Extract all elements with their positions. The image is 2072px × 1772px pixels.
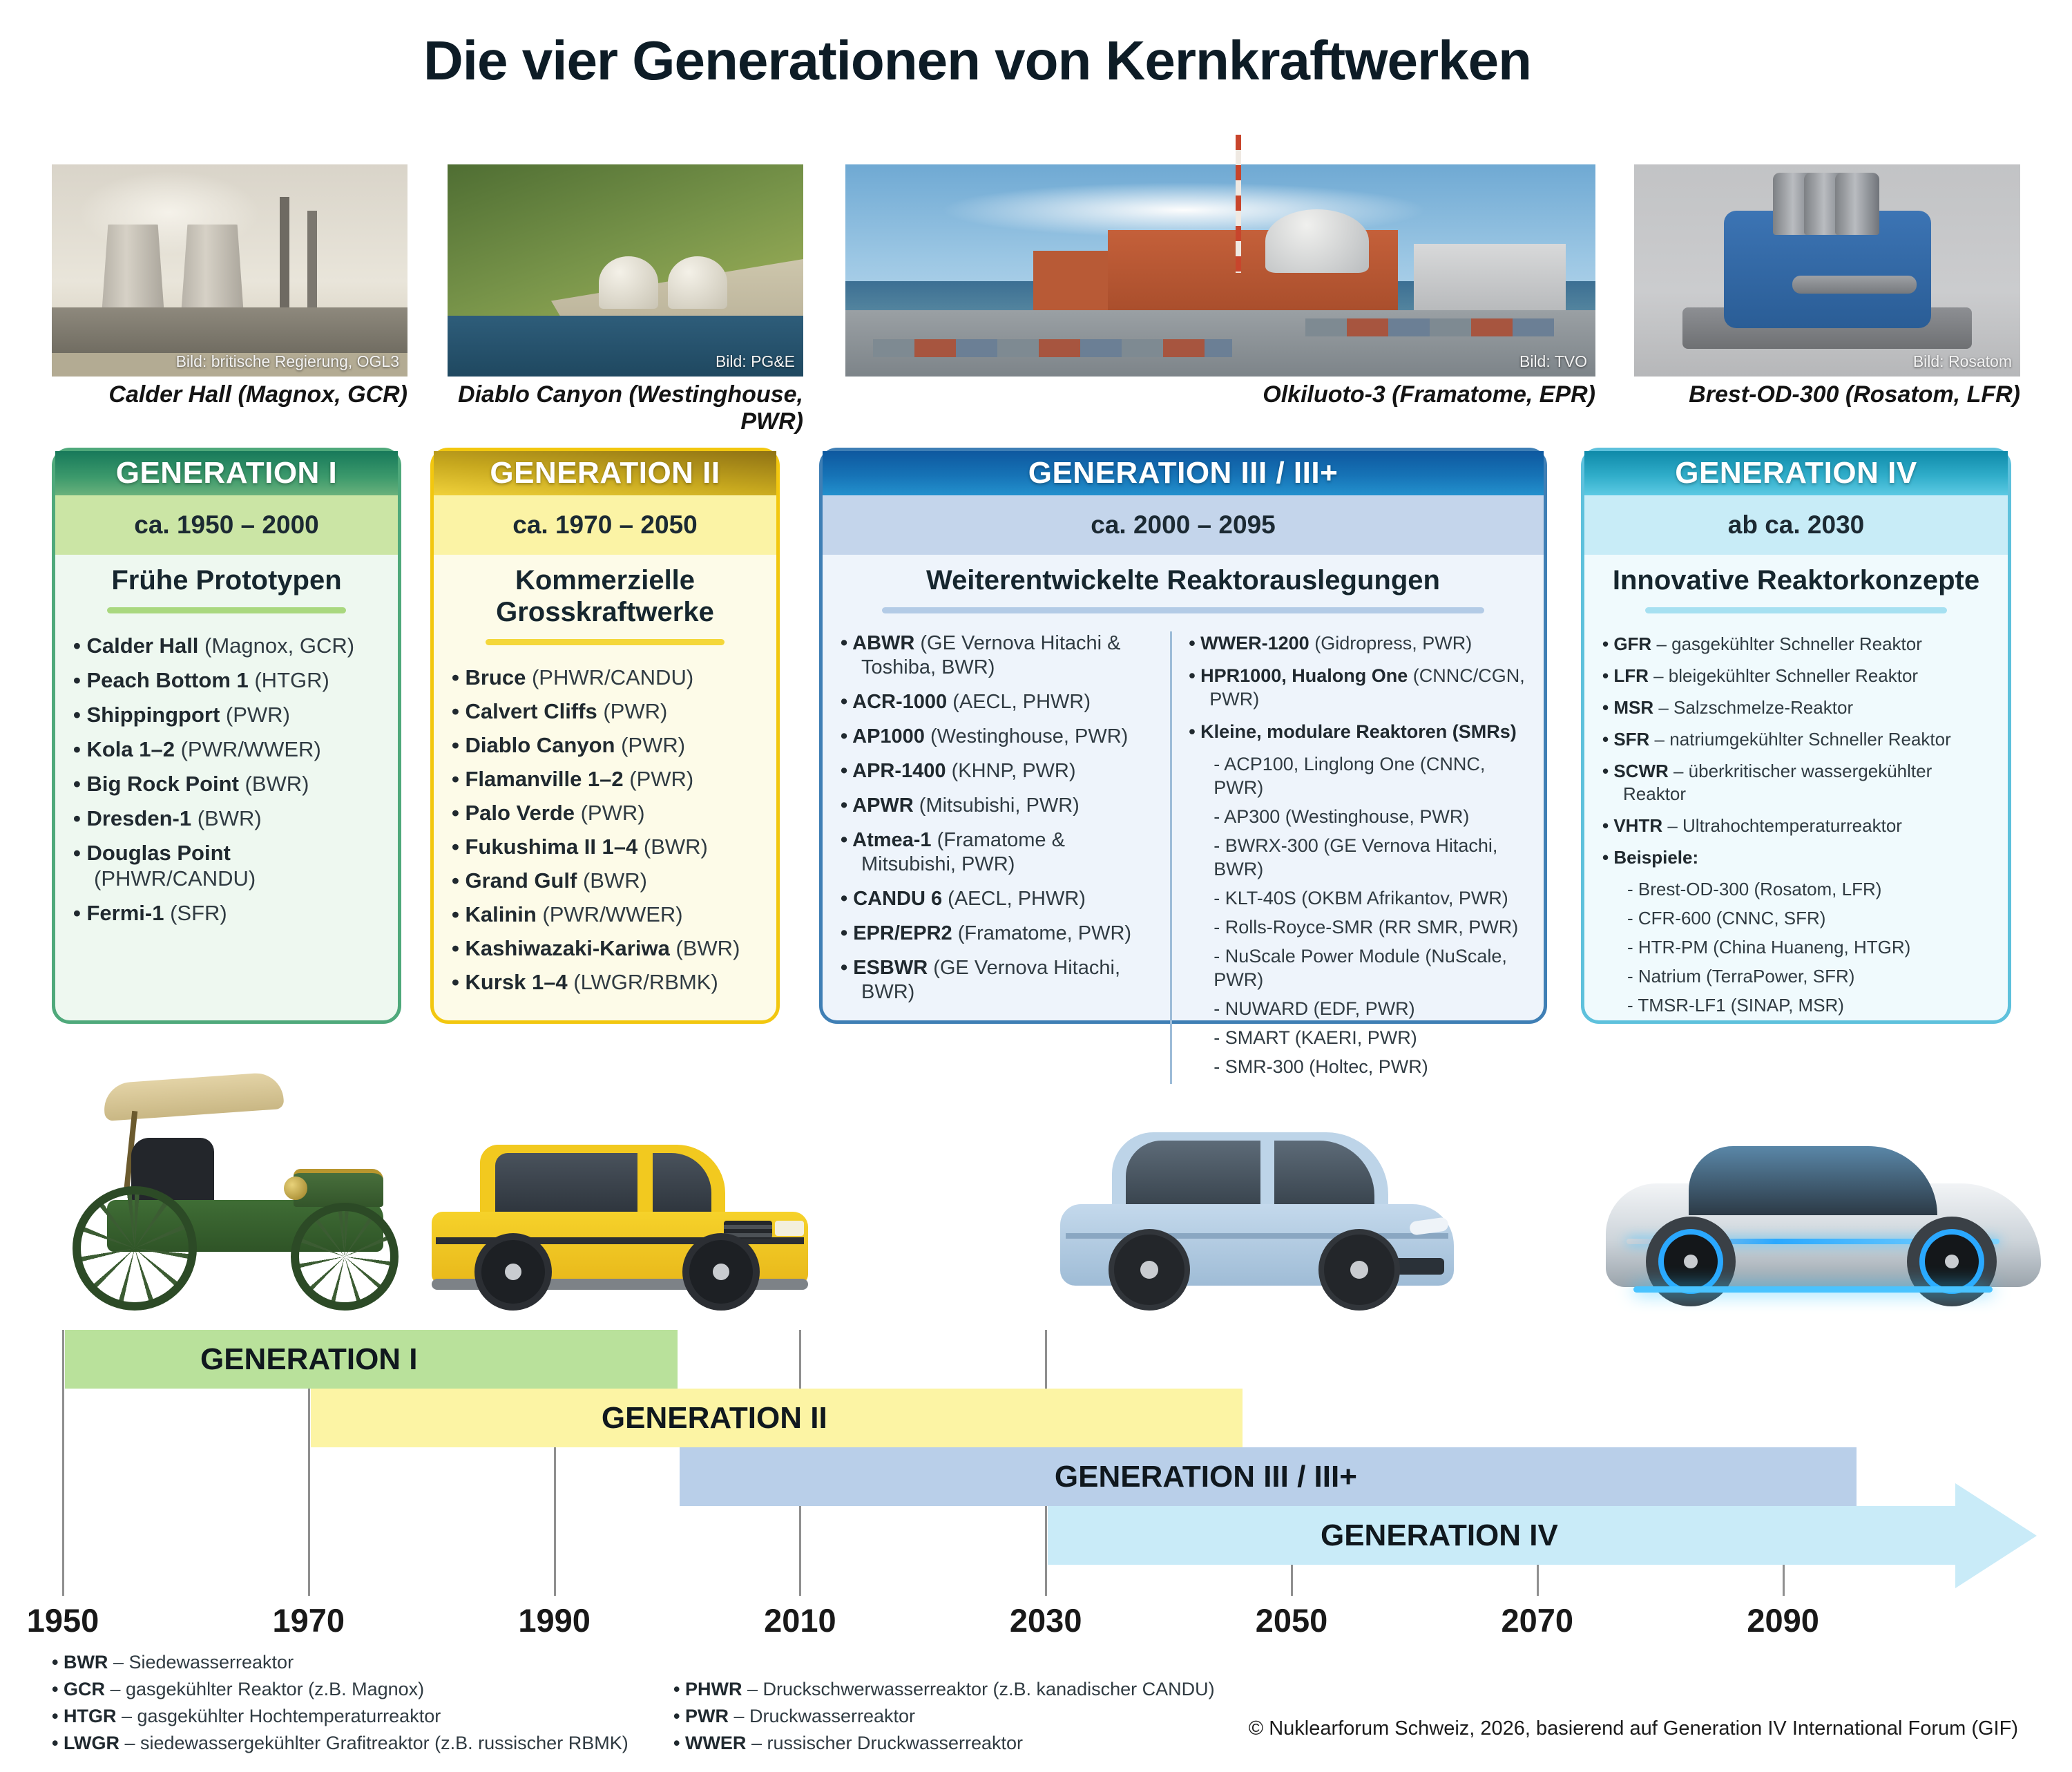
timeline-year-label: 2050 <box>1255 1602 1328 1639</box>
reactor-item: • ESBWR (GE Vernova Hitachi, BWR) <box>841 957 1120 1003</box>
reactor-item: • Diablo Canyon (PWR) <box>452 733 686 757</box>
reactor-item: - AP300 (Westinghouse, PWR) <box>1214 806 1470 827</box>
reactor-item: - KLT-40S (OKBM Afrikantov, PWR) <box>1214 888 1508 908</box>
reactor-item: • Shippingport (PWR) <box>73 703 290 727</box>
reactor-item: • GFR – gasgekühlter Schneller Reaktor <box>1602 633 1922 654</box>
reactor-item: - BWRX-300 (GE Vernova Hitachi, BWR) <box>1214 835 1498 879</box>
reactor-item: - Natrium (TerraPower, SFR) <box>1627 966 1855 987</box>
timeline-bar-label: GENERATION III / III+ <box>1054 1459 1357 1494</box>
legend-item: • HTGR – gasgekühlter Hochtemperaturreaktor <box>52 1706 441 1726</box>
timeline-year-label: 1990 <box>518 1602 591 1639</box>
reactor-item: • ABWR (GE Vernova Hitachi & Toshiba, BWR) <box>841 632 1121 678</box>
page-title: Die vier Generationen von Kernkraftwerken <box>423 30 1531 91</box>
timeline-tick <box>62 1330 64 1596</box>
card-header: GENERATION II <box>434 451 776 495</box>
card-subtitle: Innovative Reaktorkonzepte <box>1612 565 1980 596</box>
reactor-item: • Atmea-1 (Framatome & Mitsubishi, PWR) <box>841 829 1065 875</box>
card-header: GENERATION I <box>55 451 398 495</box>
reactor-item: • Kursk 1–4 (LWGR/RBMK) <box>452 970 718 994</box>
card-period: ca. 2000 – 2095 <box>823 495 1544 555</box>
photo-credit: Bild: TVO <box>1519 352 1587 370</box>
timeline-bar <box>1048 1506 1955 1565</box>
card-period: ca. 1950 – 2000 <box>55 495 398 555</box>
reactor-item: • AP1000 (Westinghouse, PWR) <box>841 725 1129 747</box>
reactor-item: - TMSR-LF1 (SINAP, MSR) <box>1627 995 1844 1016</box>
card-subtitle: Kommerzielle Grosskraftwerke <box>496 565 714 627</box>
timeline-bar-label: GENERATION II <box>601 1400 827 1435</box>
legend-item: • LWGR – siedewassergekühlter Grafitreaktor (z.B. russischer RBMK) <box>52 1733 629 1753</box>
reactor-item: - HTR-PM (China Huaneng, HTGR) <box>1627 937 1911 958</box>
reactor-item: • Beispiele: <box>1602 847 1699 868</box>
reactor-item: • Douglas Point (PHWR/CANDU) <box>73 841 256 890</box>
photo-caption: Brest-OD-300 (Rosatom, LFR) <box>1689 381 2020 408</box>
photo-caption: Olkiluoto-3 (Framatome, EPR) <box>1263 381 1595 408</box>
card-header: GENERATION III / III+ <box>823 451 1544 495</box>
photo-credit: Bild: PG&E <box>715 352 795 370</box>
photo-caption: Calder Hall (Magnox, GCR) <box>108 381 407 408</box>
legend-item: • GCR – gasgekühlter Reaktor (z.B. Magnox) <box>52 1679 425 1699</box>
reactor-item: • Fukushima II 1–4 (BWR) <box>452 835 708 859</box>
reactor-item: • Big Rock Point (BWR) <box>73 772 309 796</box>
reactor-item: • HPR1000, Hualong One (CNNC/CGN, PWR) <box>1189 665 1525 709</box>
timeline-bar-label: GENERATION I <box>200 1342 418 1376</box>
reactor-item: • Peach Bottom 1 (HTGR) <box>73 668 329 692</box>
reactor-item: - SMART (KAERI, PWR) <box>1214 1027 1417 1048</box>
timeline-year-label: 2010 <box>764 1602 836 1639</box>
card-header: GENERATION IV <box>1584 451 2008 495</box>
card-subtitle: Weiterentwickelte Reaktorauslegungen <box>926 565 1440 596</box>
reactor-item: - Brest-OD-300 (Rosatom, LFR) <box>1627 879 1882 899</box>
reactor-item: • Calvert Cliffs (PWR) <box>452 699 668 723</box>
reactor-item: • Fermi-1 (SFR) <box>73 901 227 925</box>
timeline-bar <box>680 1447 1857 1506</box>
timeline-bar <box>65 1330 678 1389</box>
reactor-item: • VHTR – Ultrahochtemperaturreaktor <box>1602 815 1902 836</box>
reactor-item: - CFR-600 (CNNC, SFR) <box>1627 908 1826 928</box>
timeline-bar-label: GENERATION IV <box>1320 1518 1558 1552</box>
reactor-item: • Kashiwazaki-Kariwa (BWR) <box>452 936 740 960</box>
reactor-item: - NUWARD (EDF, PWR) <box>1214 998 1415 1019</box>
reactor-item: - ACP100, Linglong One (CNNC, PWR) <box>1214 754 1486 798</box>
reactor-item: • Kola 1–2 (PWR/WWER) <box>73 737 321 761</box>
timeline-year-label: 1970 <box>272 1602 345 1639</box>
reactor-item: - NuScale Power Module (NuScale, PWR) <box>1214 946 1507 990</box>
reactor-item: • Flamanville 1–2 (PWR) <box>452 767 694 791</box>
reactor-item: • LFR – bleigekühlter Schneller Reaktor <box>1602 665 1919 686</box>
legend-item: • WWER – russischer Druckwasserreaktor <box>673 1733 1024 1753</box>
timeline-year-label: 2070 <box>1501 1602 1574 1639</box>
reactor-item: - SMR-300 (Holtec, PWR) <box>1214 1056 1428 1077</box>
reactor-item: • SCWR – überkritischer wassergekühlter Reaktor <box>1602 761 1932 804</box>
reactor-item: - Rolls-Royce-SMR (RR SMR, PWR) <box>1214 917 1519 937</box>
reactor-item: • Dresden-1 (BWR) <box>73 806 262 830</box>
card-period: ab ca. 2030 <box>1584 495 2008 555</box>
reactor-item: • Palo Verde (PWR) <box>452 801 645 825</box>
reactor-item: • Calder Hall (Magnox, GCR) <box>73 633 355 658</box>
copyright-note: © Nuklearforum Schweiz, 2026, basierend auf Generation IV International Forum (GIF) <box>1248 1717 2018 1740</box>
reactor-item: • APWR (Mitsubishi, PWR) <box>841 794 1080 817</box>
photo-credit: Bild: Rosatom <box>1912 352 2012 370</box>
arrow-head-shape <box>1955 1483 2037 1588</box>
photo-caption: Diablo Canyon (Westinghouse, PWR) <box>458 381 803 435</box>
reactor-item: • CANDU 6 (AECL, PHWR) <box>841 888 1086 910</box>
legend-item: • PWR – Druckwasserreaktor <box>673 1706 916 1726</box>
card-subtitle: Frühe Prototypen <box>111 565 342 596</box>
timeline-year-label: 1950 <box>26 1602 99 1639</box>
reactor-item: • WWER-1200 (Gidropress, PWR) <box>1189 633 1473 654</box>
reactor-item: • ACR-1000 (AECL, PHWR) <box>841 691 1091 713</box>
reactor-item: • APR-1400 (KHNP, PWR) <box>841 760 1076 782</box>
reactor-item: • Kalinin (PWR/WWER) <box>452 902 683 926</box>
reactor-item: • MSR – Salzschmelze-Reaktor <box>1602 697 1854 718</box>
legend-item: • PHWR – Druckschwerwasserreaktor (z.B. kanadischer CANDU) <box>673 1679 1215 1699</box>
reactor-item: • Kleine, modulare Reaktoren (SMRs) <box>1189 721 1517 742</box>
timeline-bar <box>311 1389 1243 1447</box>
legend-item: • BWR – Siedewasserreaktor <box>52 1652 294 1673</box>
card-period: ca. 1970 – 2050 <box>434 495 776 555</box>
reactor-item: • Bruce (PHWR/CANDU) <box>452 665 694 689</box>
reactor-item: • EPR/EPR2 (Framatome, PWR) <box>841 922 1132 944</box>
legend-column-1 <box>52 1652 660 1760</box>
reactor-item: • Grand Gulf (BWR) <box>452 868 647 893</box>
photo-credit: Bild: britische Regierung, OGL3 <box>175 352 399 370</box>
reactor-item: • SFR – natriumgekühlter Schneller Reaktor <box>1602 729 1951 750</box>
timeline-year-label: 2030 <box>1009 1602 1082 1639</box>
timeline-year-label: 2090 <box>1747 1602 1819 1639</box>
